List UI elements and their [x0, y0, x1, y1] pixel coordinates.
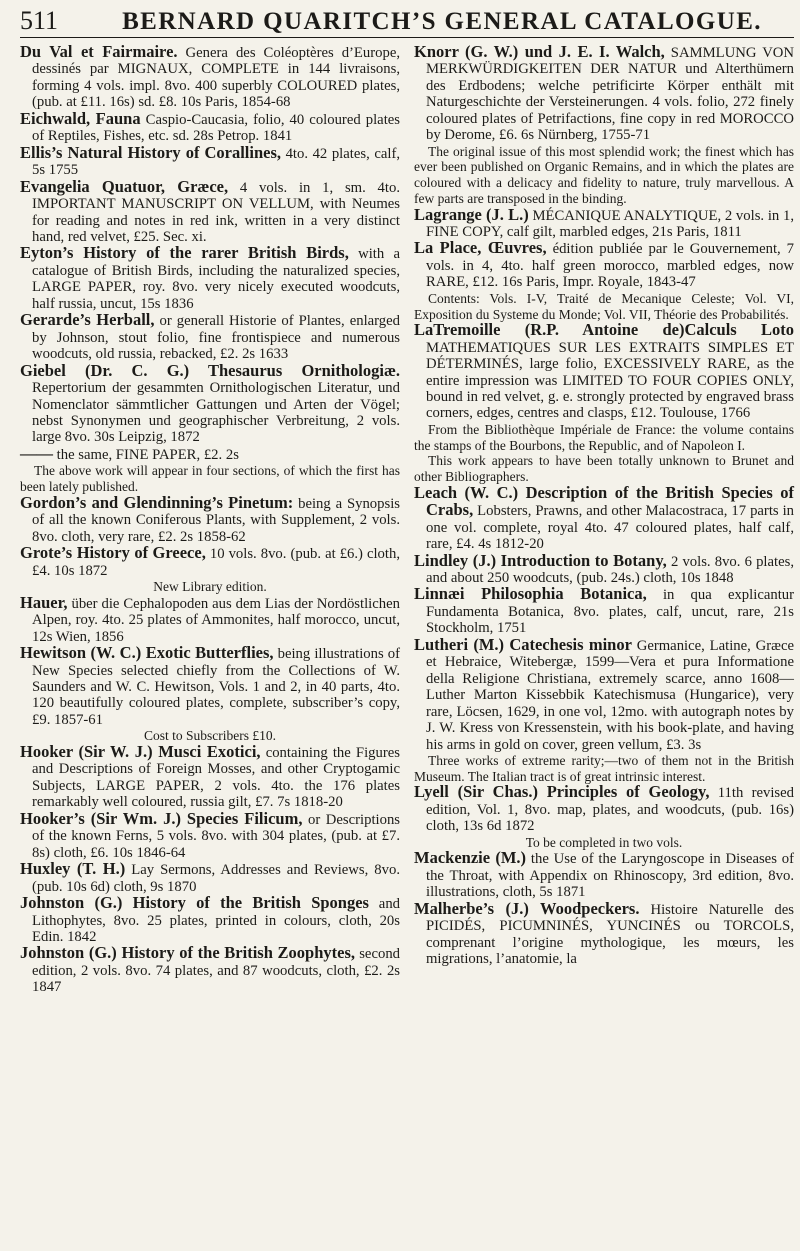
catalogue-entry [20, 645, 400, 728]
catalogue-entry [20, 895, 400, 945]
catalogue-entry [414, 784, 794, 834]
entry-description: or Descriptions of the known Ferns, 5 vols. 8vo. with 304 plates, (pub. at £7. 8s) cloth, £6. 10s 1846-64 [32, 811, 401, 861]
entry-description: and Lithophytes, 8vo. 25 plates, printed in colours, cloth, 20s Edin. 1842 [32, 896, 401, 946]
catalogue-entry [414, 586, 794, 636]
entry-description: being a Synopsis of all the known Coniferous Plants, with Supplement, 2 vols. 8vo. cloth, very rare, £2. 2s 1858-62 [32, 495, 401, 545]
catalogue-entry [20, 861, 400, 895]
entry-description: Repertorium der gesammten Ornithologischen Literatur, und Nomenclator sämmtlicher Gattungen und Arten der Vögel; nebst Synonymen und geographischer Verbreitung, 2 vols. large 8vo. 30s Leipzig, 1872 [32, 380, 400, 446]
catalogue-entry [20, 492, 401, 545]
catalogue-entry [414, 482, 794, 553]
entry-note: Contents: Vols. I-V, Traité de Mecanique Celeste; Vol. VI, Exposition du Systeme du Monde; Vol. VII, Théorie des Probabilités. [414, 290, 794, 322]
entry-heading: Hauer, [20, 592, 68, 612]
entry-description: SAMMLUNG VON MERKWÜRDIGKEITEN DER NATUR und Alterthümern des Erdbodens; welche petrificirte Körper enthält mit Naturgeschichte der Versteinerungen. 4 vols. folio, 272 finely coloured plates of Petrifactions, fine copy in red MOROCCO by Derome, £6. 6s Nürnberg, 1755-71 [426, 45, 795, 144]
catalogue-entry [20, 360, 400, 446]
catalogue-entry [414, 44, 794, 144]
entry-heading: Johnston (G.) History of the British Sponges [20, 893, 369, 913]
entry-description: or generall Historie of Plantes, enlarged by Johnson, stout folio, fine frontispiece and numerous woodcuts, old russia, rebacked, £2. 2s 1633 [32, 313, 400, 363]
entry-heading: Evangelia Quatuor, Græce, [20, 176, 229, 196]
entry-heading: Hooker’s (Sir Wm. J.) Species Filicum, [20, 808, 303, 828]
entry-heading: Grote’s History of Greece, [20, 543, 206, 563]
entry-heading: Lutheri (M.) Catechesis minor [414, 634, 632, 654]
entry-description: being illustrations of New Species selected chiefly from the Collections of W. Saunders and W. C. Hewitson, Vols. 1 and 2, in 40 parts, 4to. 120 beautifully coloured plates, complete, subscriber’s copy, £9. 1857-61 [32, 646, 400, 728]
entry-description: with a catalogue of British Birds, including the naturalized species, LARGE PAPER, roy. 8vo. very nicely executed woodcuts, half russia, uncut, 15s 1836 [32, 246, 400, 312]
entry-description: Caspio-Caucasia, folio, 40 coloured plates of Reptiles, Fishes, etc. sd. 28s Petrop. 1841 [32, 111, 401, 145]
catalogue-entry [414, 634, 794, 753]
entry-heading: Linnæi Philosophia Botanica, [414, 584, 647, 604]
entry-note: To be completed in two vols. [525, 834, 683, 850]
entry-heading: Leach (W. C.) Description of the British Species of Crabs, [414, 482, 794, 520]
entry-heading: Giebel (Dr. C. G.) Thesaurus Ornithologiæ. [20, 360, 400, 380]
catalogue-entry [20, 44, 400, 111]
entry-description: in qua explicantur Fundamenta Botanica, 8vo. plates, calf, uncut, rare, 21s Stockholm, 1751 [426, 587, 795, 637]
catalogue-entry [20, 142, 401, 179]
entry-heading: Hewitson (W. C.) Exotic Butterflies, [20, 643, 274, 663]
entry-heading: Lindley (J.) Introduction to Botany, [414, 550, 667, 570]
entry-heading: Hooker (Sir W. J.) Musci Exotici, [20, 742, 261, 762]
entry-description: über die Cephalopoden aus dem Lias der Nordöstlichen Alpen, roy. 4to. 25 plates of Ammonites, half morocco, uncut, 12s Wien, 1856 [32, 595, 400, 645]
entry-heading: Malherbe’s (J.) Woodpeckers. [414, 898, 640, 918]
entry-description: MÉCANIQUE ANALYTIQUE, 2 vols. in 1, FINE COPY, calf gilt, marbled edges, 21s Paris, 1811 [426, 207, 794, 240]
entry-description: second edition, 2 vols. 8vo. 74 plates, and 87 woodcuts, cloth, £2. 2s 1847 [32, 946, 401, 996]
entry-note: Cost to Subscribers £10. [143, 728, 276, 744]
catalogue-entry [20, 245, 400, 312]
entry-description: Lay Sermons, Addresses and Reviews, 8vo. (pub. 10s 6d) cloth, 9s 1870 [32, 862, 401, 895]
entry-description: the same, FINE PAPER, £2. 2s [56, 446, 239, 463]
entry-note: New Library edition. [153, 579, 267, 594]
right-column [414, 44, 794, 996]
catalogue-entry [20, 744, 400, 811]
entry-note: Three works of extreme rarity;—two of them not in the British Museum. The Italian tract is of great intrinsic interest. [414, 752, 794, 784]
catalogue-entry [20, 945, 400, 995]
catalogue-entry [20, 808, 401, 861]
entry-heading: LaTremoille (R.P. Antoine de)Calculs Loto [414, 320, 794, 340]
entry-heading: Du Val et Fairmaire. [20, 42, 178, 61]
entry-heading: Gerarde’s Herball, [20, 310, 155, 330]
entry-description: MATHEMATIQUES SUR LES EXTRAITS SIMPLES ET DÉTERMINÉS, large folio, EXCESSIVELY RARE, as the entire impression was LIMITED TO FOUR COPIES ONLY, bound in red velvet, g. e. strongly protected by engraved brass corners, edges, centres and clasps, £12. Toulouse, 1766 [426, 339, 794, 422]
catalogue-entry [20, 176, 400, 246]
entry-description: Lobsters, Prawns, and other Malacostraca, 17 parts in one vol. complete, royal 4to. 47 coloured plates, half calf, rare, £4. 4s 1812-20 [426, 503, 794, 553]
catalogue-entry [20, 312, 400, 362]
catalogue-entry [20, 443, 400, 463]
catalogue-entry [414, 322, 794, 422]
entry-heading: La Place, Œuvres, [414, 238, 547, 258]
entry-heading: Mackenzie (M.) [414, 848, 527, 868]
entry-heading: Eichwald, Fauna [20, 108, 141, 128]
entry-description: édition publiée par le Gouvernement, 7 vols. in 4, 4to. half green morocco, marbled edges, now RARE, £12. 16s Paris, Impr. Royale, 1843-47 [426, 241, 795, 291]
running-title: BERNARD QUARITCH’S GENERAL CATALOGUE. [122, 8, 762, 35]
page-number: 511 [20, 6, 59, 35]
entry-description: Genera des Coléoptères d’Europe, dessinés par MIGNAUX, COMPLETE in 144 livraisons, forming 4 vols. impl. 8vo. 400 superbly COLOURED plates, (pub. at £11. 16s) sd. £8. 10s Paris, 1854-68 [32, 45, 401, 111]
catalogue-entry [20, 108, 401, 145]
entry-note: The original issue of this most splendid work; the finest which has ever been published on Organic Remains, and in which the plates are coloured with a delicacy and fidelity to nature, truly marvellous. A few parts are transposed in the binding. [414, 143, 794, 206]
entry-description: Histoire Naturelle des PICIDÉS, PICUMNINÉS, YUNCINÉS ou TORCOLS, comprenant l’origine mythologique, les mœurs, les migrations, l’anatomie, la [426, 901, 795, 968]
entry-heading: Lagrange (J. L.) [414, 204, 529, 224]
entry-heading: Lyell (Sir Chas.) Principles of Geology, [414, 782, 710, 802]
entry-description: 10 vols. 8vo. (pub. at £6.) cloth, £4. 10s 1872 [32, 546, 401, 579]
catalogue-entry [414, 550, 795, 587]
entry-heading: Gordon’s and Glendinning’s Pinetum: [20, 492, 294, 512]
entry-heading: Johnston (G.) History of the British Zoophytes, [20, 943, 356, 963]
entry-description: 4 vols. in 1, sm. 4to. IMPORTANT MANUSCRIPT ON VELLUM, with Neumes for reading and notes in red ink, written in a very distinct hand, red velvet, £25. Sec. xi. [32, 179, 400, 245]
entry-description: containing the Figures and Descriptions of Foreign Mosses, and other Cryptogamic Subjects, LARGE PAPER, 2 vols. 4to. the 176 plates remarkably well coloured, russia gilt, £7. 7s 1818-20 [32, 745, 400, 811]
catalogue-entry [414, 898, 795, 968]
entry-description: 4to. 42 plates, calf, 5s 1755 [32, 145, 401, 179]
entry-note: This work appears to have been totally unknown to Brunet and other Bibliographers. [414, 453, 794, 485]
catalogue-entry [414, 240, 794, 290]
catalogue-entry [20, 545, 400, 579]
left-column [20, 44, 400, 996]
entry-description: 2 vols. 8vo. 6 plates, and about 250 woodcuts, (pub. 24s.) cloth, 10s 1848 [426, 553, 795, 586]
page-header [20, 6, 794, 38]
catalogue-entry [20, 592, 400, 645]
entry-heading: Ellis’s Natural History of Corallines, [20, 142, 281, 162]
entry-heading: —— [20, 443, 53, 463]
catalogue-entry [414, 850, 794, 900]
entry-description: Germanice, Latine, Græce et Hebraice, Witebergæ, 1599—Vera et pura Informatione della Religione Christiana, extremely scarce, anno 1608—Luther Marton Kissebbik Katechismusa (Hungarice), very rare, Löcsen, 1629, in one vol, 12mo. with autograph notes by J. W. Kress von Kressenstein, with his book-plate, and having his arms in gold on cover, green vellum, £3. 3s [426, 637, 794, 753]
entry-heading: Huxley (T. H.) [20, 859, 126, 879]
entry-description: 11th revised edition, Vol. 1, 8vo. map, plates, and woodcuts, (pub. 16s) cloth, 13s 6d 1872 [426, 785, 794, 835]
catalogue-columns [20, 44, 794, 996]
entry-heading: Eyton’s History of the rarer British Birds, [20, 243, 349, 263]
entry-description: the Use of the Laryngoscope in Diseases of the Throat, with Appendix on Rhinoscopy, 3rd edition, 8vo. illustrations, cloth, 5s 1871 [426, 851, 794, 901]
entry-note: From the Bibliothèque Impériale de France: the volume contains the stamps of the Bourbons, the Republic, and of Napoleon I. [414, 421, 794, 453]
entry-heading: Knorr (G. W.) und J. E. I. Walch, [414, 42, 665, 61]
entry-note: The above work will appear in four sections, of which the first has been lately published. [20, 463, 400, 495]
catalogue-entry [414, 204, 794, 241]
